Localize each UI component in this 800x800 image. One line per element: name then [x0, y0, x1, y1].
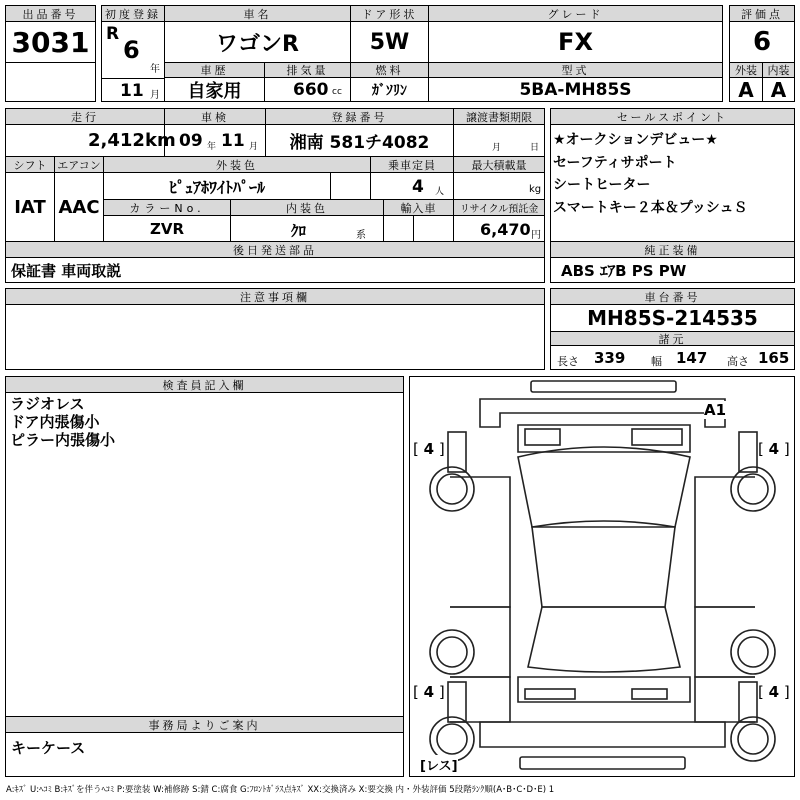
displacement-box — [264, 77, 351, 102]
int-score: A — [762, 77, 795, 102]
displacement-unit: cc — [332, 87, 342, 97]
equipment-label: 純正装備 — [550, 241, 795, 258]
height-label: 高さ — [727, 355, 749, 368]
inspector-note-2: ドア内張傷小 — [10, 413, 100, 431]
width-label: 幅 — [651, 355, 662, 368]
shift-label: シフト — [5, 156, 55, 173]
inspector-label: 検査員記入欄 — [5, 376, 404, 393]
inspector-box — [5, 392, 404, 717]
recycle-box — [453, 215, 545, 242]
equipment-value: ABS ｴｱB PS PW — [550, 257, 795, 283]
interior-color-box — [230, 215, 384, 242]
sales-point-1: ★オークションデビュー★ — [553, 132, 718, 148]
max-load-box — [453, 172, 545, 200]
registration-value: 湘南 581チ4082 — [265, 124, 454, 157]
transfer-label: 譲渡書類期限 — [453, 108, 545, 125]
shift-value: IAT — [5, 172, 55, 242]
chassis-value: MH85S-214535 — [550, 304, 795, 332]
interior-color-unit: 系 — [356, 230, 366, 241]
model-value: 5BA-MH85S — [428, 77, 723, 102]
capacity-label: 乗車定員 — [370, 156, 454, 173]
width-value: 147 — [676, 349, 708, 367]
mileage-unit: km — [145, 130, 176, 151]
transfer-box — [453, 124, 545, 157]
sales-point-3: シートヒーター — [553, 177, 651, 193]
grade-value: FX — [428, 21, 723, 63]
max-load-unit: kg — [529, 184, 542, 195]
aircon-value: AAC — [54, 172, 104, 242]
inspection-month-unit: 月 — [249, 142, 259, 152]
grade-label: グレード — [428, 5, 723, 22]
car-diagram — [410, 377, 794, 776]
import-box-2 — [413, 215, 454, 242]
aircon-label: エアコン — [54, 156, 104, 173]
mileage-value: 2,412 — [88, 130, 145, 151]
era: R — [106, 24, 120, 44]
inspection-month: 11 — [221, 131, 245, 151]
exterior-color-value: ﾋﾟｭｱﾎﾜｲﾄﾊﾟｰﾙ — [103, 172, 331, 200]
ext-label: 外装 — [729, 62, 763, 78]
mileage-box — [5, 124, 176, 157]
first-reg-box — [101, 21, 165, 79]
exterior-color-blank — [330, 172, 371, 200]
capacity-box — [370, 172, 454, 200]
first-reg-month: 11 — [120, 81, 144, 101]
transfer-day-unit: 日 — [530, 143, 540, 153]
first-reg-month-box — [101, 78, 165, 102]
length-value: 339 — [594, 349, 626, 367]
sales-point-2: セーフティサポート — [553, 154, 677, 171]
chassis-label: 車台番号 — [550, 288, 795, 305]
lot-blank — [5, 62, 96, 102]
displacement-label: 排気量 — [264, 62, 351, 78]
history-label: 車歴 — [164, 62, 265, 78]
interior-color-value: ｸﾛ — [291, 222, 307, 240]
car-name: ワゴンR — [164, 21, 351, 63]
import-label: 輸入車 — [383, 199, 454, 216]
office-value: キーケース — [5, 732, 404, 777]
inspector-note-3: ピラー内張傷小 — [10, 431, 116, 449]
year-unit: 年 — [150, 64, 160, 75]
score-value: 6 — [729, 21, 795, 63]
lot-label: 出品番号 — [5, 5, 96, 22]
inspection-box — [164, 124, 266, 157]
car-diagram-frame — [409, 376, 795, 777]
registration-label: 登録番号 — [265, 108, 454, 125]
inspection-label: 車検 — [164, 108, 266, 125]
interior-color-label: 内装色 — [230, 199, 384, 216]
legend: A:ｷｽﾞ U:ﾍｺﾐ B:ｷｽﾞを伴うﾍｺﾐ P:要塗装 W:補修跡 S:錆 C:腐食 G:ﾌﾛﾝﾄｶﾞﾗｽ点ｷｽﾞ XX:交換済み X:要交換 内・外装評価 5段階ﾗﾝｸ順(A･B･C･D･E) 1 — [6, 785, 555, 795]
tire-rear-right: [ 4 ] — [758, 683, 790, 701]
spare-tire-tag: [レス] — [420, 755, 458, 774]
exterior-color-label: 外装色 — [103, 156, 371, 173]
lot-number: 3031 — [5, 21, 96, 63]
fuel-label: 燃料 — [350, 62, 429, 78]
model-label: 型式 — [428, 62, 723, 78]
score-label: 評価点 — [729, 5, 795, 22]
color-no-value: ZVR — [103, 215, 231, 242]
height-value: 165 — [758, 349, 790, 367]
tire-front-left: [ 4 ] — [413, 440, 445, 458]
first-reg-year: 6 — [123, 36, 140, 64]
int-label: 内装 — [762, 62, 795, 78]
max-load-label: 最大積載量 — [453, 156, 545, 173]
tire-rear-left: [ 4 ] — [413, 683, 445, 701]
notes-label: 注意事項欄 — [5, 288, 545, 305]
recycle-value: 6,470 — [480, 220, 531, 239]
inspection-year-unit: 年 — [207, 142, 217, 152]
sales-points-label: セールスポイント — [550, 108, 795, 125]
sales-points-box — [550, 124, 795, 242]
recycle-label: リサイクル預託金 — [453, 199, 545, 216]
inspection-year: 09 — [179, 131, 203, 151]
first-reg-label: 初度登録 — [101, 5, 165, 22]
later-parts-value: 保証書 車両取説 — [5, 257, 545, 283]
capacity-unit: 人 — [435, 187, 445, 197]
recycle-unit: 円 — [531, 230, 541, 241]
color-no-label: カラーNo. — [103, 199, 231, 216]
mileage-label: 走行 — [5, 108, 165, 125]
history-value: 自家用 — [164, 77, 265, 102]
import-box-1 — [383, 215, 414, 242]
dims-box — [550, 345, 795, 370]
fuel-value: ｶﾞｿﾘﾝ — [350, 77, 429, 102]
door-label: ドア形状 — [350, 5, 429, 22]
door-value: 5W — [350, 21, 429, 63]
inspector-note-1: ラジオレス — [10, 395, 85, 413]
ext-score: A — [729, 77, 763, 102]
length-label: 長さ — [557, 355, 579, 368]
dims-label: 諸元 — [550, 331, 795, 346]
later-parts-label: 後日発送部品 — [5, 241, 545, 258]
capacity-value: 4 — [412, 177, 424, 197]
office-label: 事務局よりご案内 — [5, 716, 404, 733]
damage-mark: A1 — [704, 401, 727, 419]
sales-point-4: スマートキー２本＆プッシュＳ — [553, 199, 748, 216]
month-unit: 月 — [150, 90, 160, 101]
tire-front-right: [ 4 ] — [758, 440, 790, 458]
transfer-month-unit: 月 — [492, 143, 502, 153]
notes-box — [5, 304, 545, 370]
displacement-value: 660 — [293, 80, 329, 100]
car-name-label: 車名 — [164, 5, 351, 22]
